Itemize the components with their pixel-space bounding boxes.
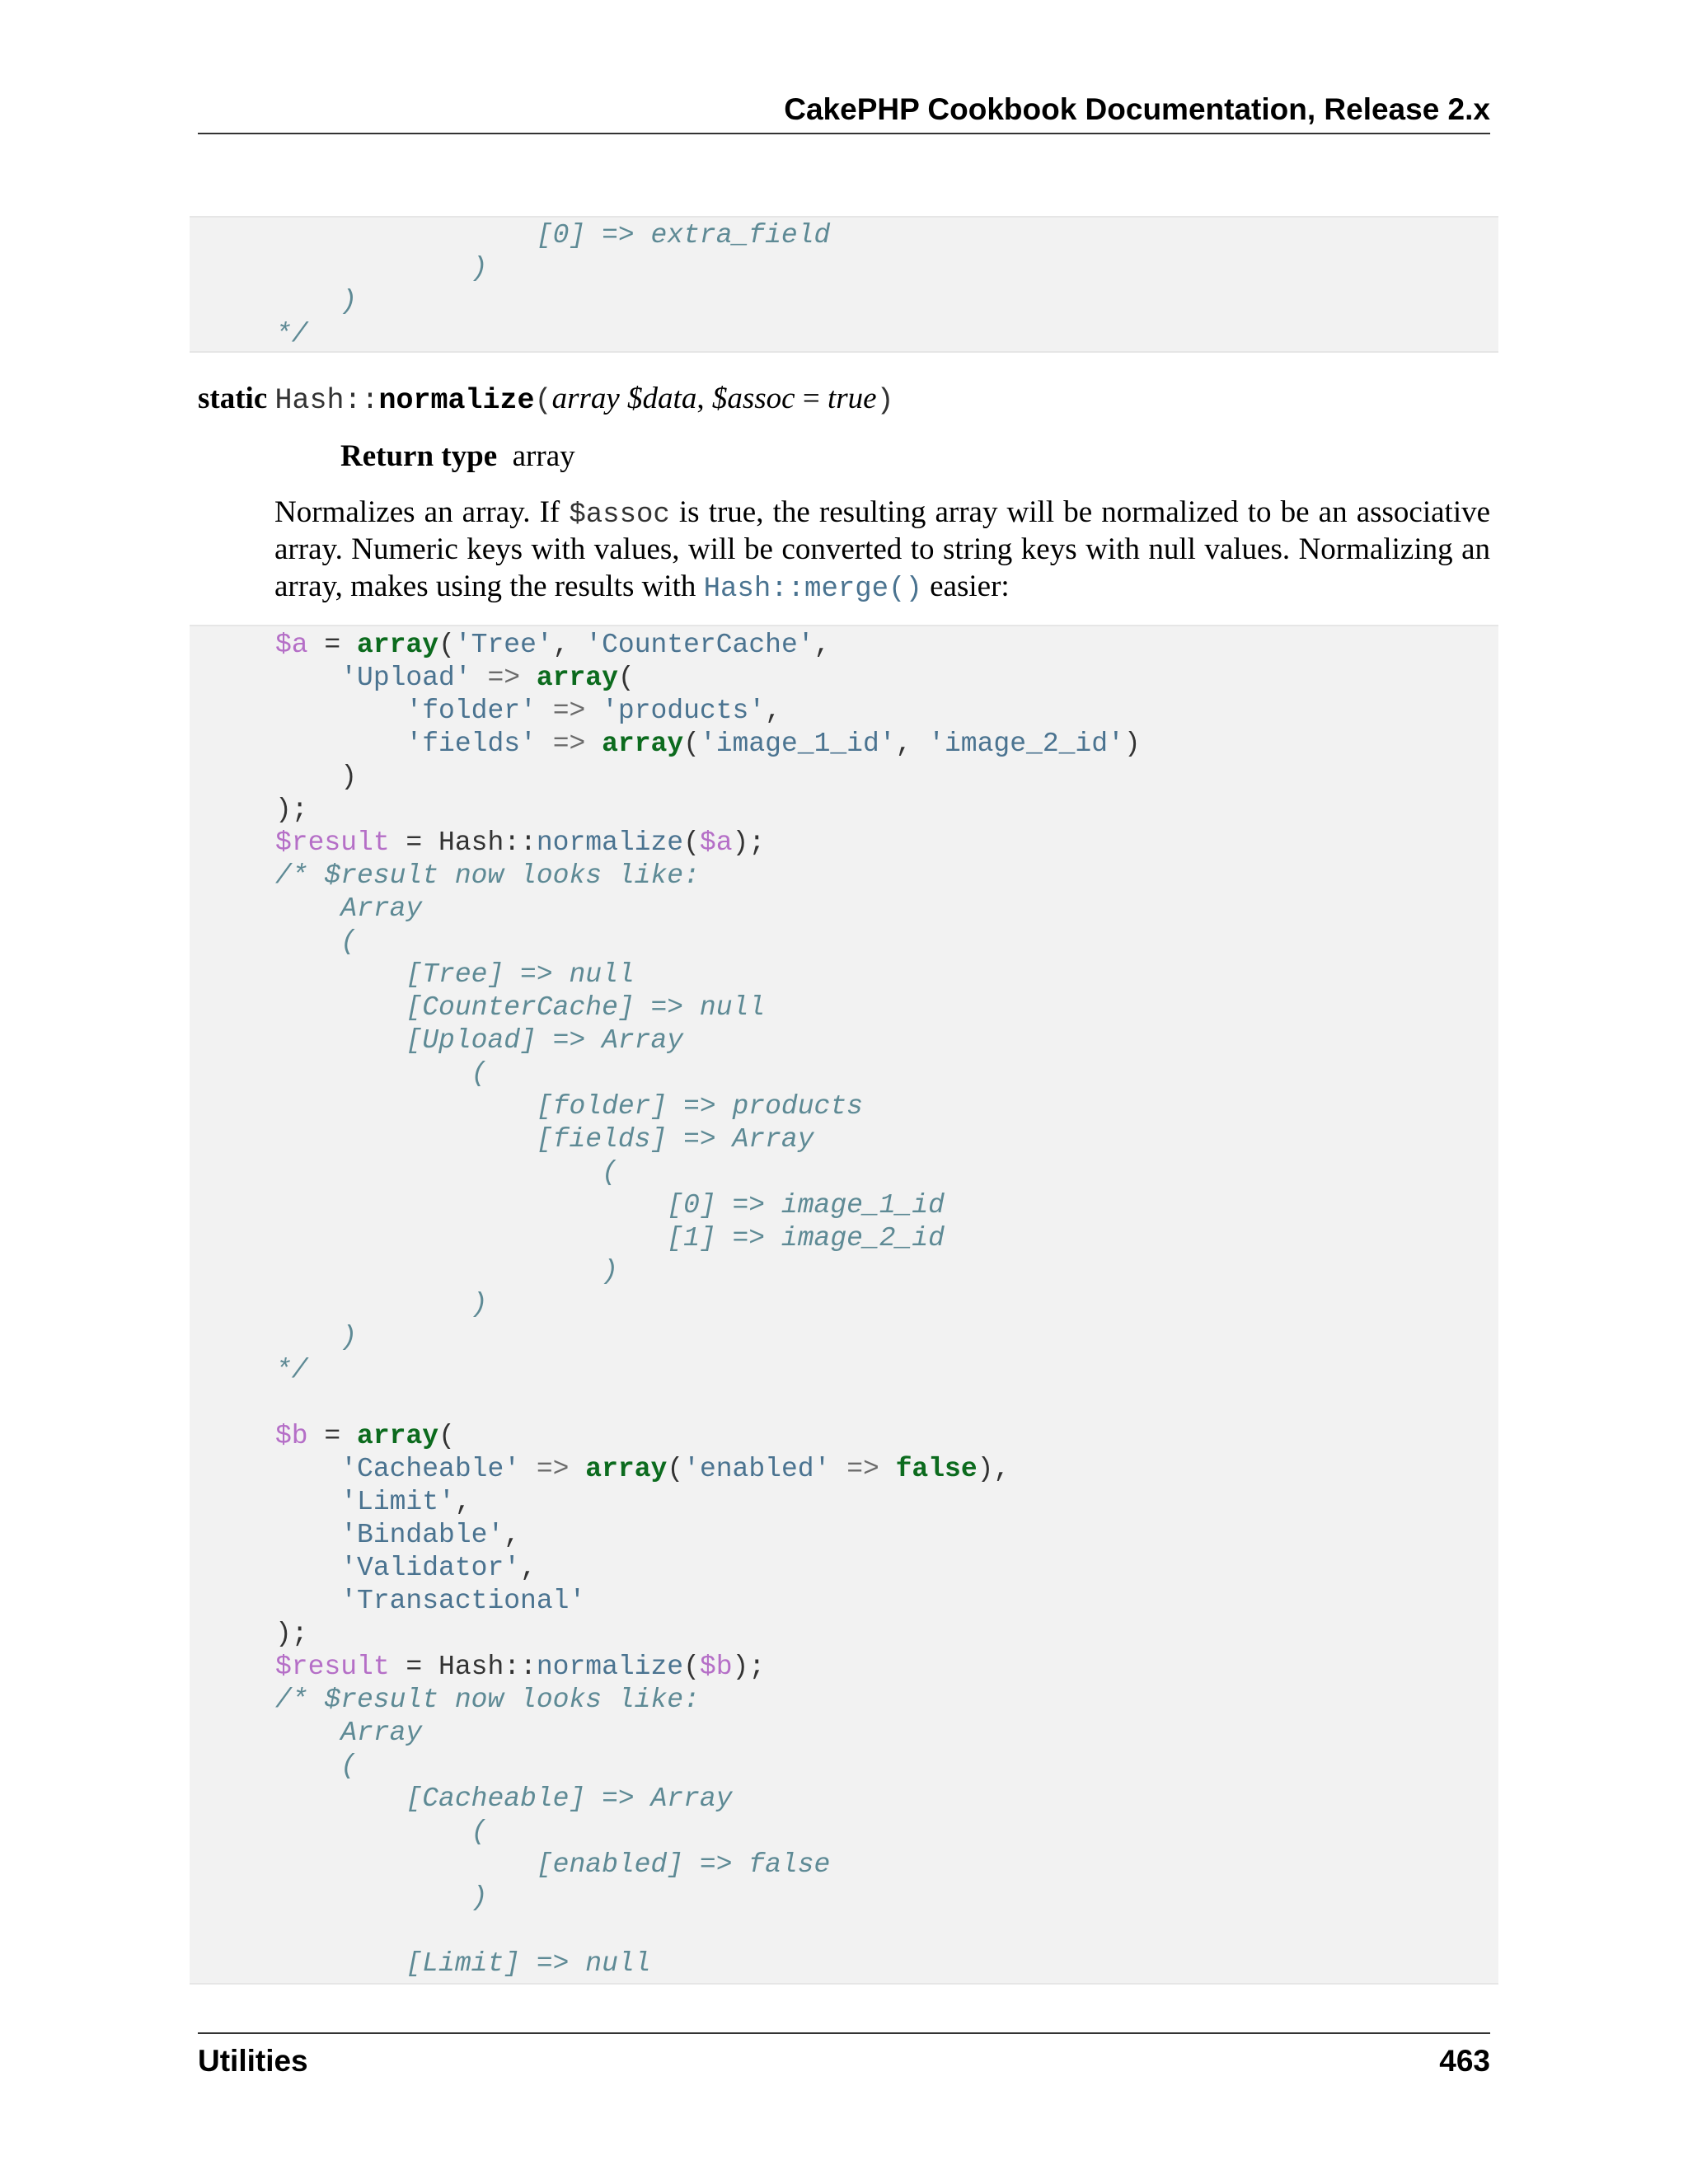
code-line: 'Cacheable' => array('enabled' => false), bbox=[340, 1454, 1010, 1484]
code-line: $a = array('Tree', 'CounterCache', bbox=[275, 630, 831, 660]
code-line: [folder] => products bbox=[536, 1091, 863, 1122]
open-paren: ( bbox=[534, 384, 552, 417]
code-line: ) bbox=[602, 1256, 618, 1286]
return-type-field bbox=[340, 438, 575, 474]
code-line: 'Upload' => array( bbox=[340, 663, 635, 693]
code-line: */ bbox=[275, 1355, 308, 1385]
param-equals: = bbox=[795, 382, 828, 415]
static-keyword: static bbox=[198, 382, 268, 415]
code-line: ) bbox=[340, 1322, 358, 1352]
code-line: [1] => image_2_id bbox=[667, 1223, 945, 1254]
code-line: ( bbox=[340, 926, 358, 957]
code-line: $result = Hash::normalize($a); bbox=[275, 827, 766, 858]
hash-merge-link[interactable]: Hash::merge() bbox=[703, 574, 922, 605]
footer-section: Utilities bbox=[198, 2044, 308, 2078]
code-line: ) bbox=[471, 1882, 488, 1913]
class-name: Hash:: bbox=[274, 384, 379, 417]
page-header-title: CakePHP Cookbook Documentation, Release 2.x bbox=[784, 92, 1490, 126]
code-line: ( bbox=[471, 1058, 488, 1089]
code-line: 'Validator', bbox=[340, 1553, 537, 1583]
code-line: [0] => extra_field bbox=[536, 220, 831, 251]
code-line: [Cacheable] => Array bbox=[406, 1783, 733, 1814]
code-line: [enabled] => false bbox=[536, 1849, 831, 1880]
code-line: /* $result now looks like: bbox=[275, 860, 700, 891]
code-line: ( bbox=[602, 1157, 618, 1188]
code-line: */ bbox=[275, 319, 308, 349]
description-line-2: array. Numeric keys with values, will be converted to string keys with null values. Normalizing an bbox=[274, 532, 1490, 566]
code-line: 'Limit', bbox=[340, 1487, 471, 1517]
code-line: $b = array( bbox=[275, 1421, 455, 1451]
code-line: [fields] => Array bbox=[536, 1124, 814, 1155]
code-line: 'Transactional' bbox=[340, 1586, 586, 1616]
code-line: $result = Hash::normalize($b); bbox=[275, 1652, 766, 1682]
param-default: true bbox=[827, 382, 877, 415]
code-line: Array bbox=[340, 893, 423, 924]
code-line: 'Bindable', bbox=[340, 1520, 521, 1550]
param-separator: , bbox=[696, 382, 712, 415]
code-line: ) bbox=[275, 762, 358, 792]
param-data: array $data bbox=[551, 382, 697, 415]
code-line: ) bbox=[471, 1289, 488, 1319]
code-line: 'folder' => 'products', bbox=[406, 696, 781, 726]
description-line-1: Normalizes an array. If $assoc is true, the resulting array will be normalized to be an associative bbox=[274, 495, 1491, 531]
footer-rule bbox=[198, 2032, 1490, 2034]
code-line: [0] => image_1_id bbox=[667, 1190, 945, 1221]
method-signature bbox=[198, 381, 894, 417]
code-line: ); bbox=[275, 1619, 308, 1649]
code-line: [Tree] => null bbox=[406, 959, 635, 990]
header-rule bbox=[198, 133, 1490, 134]
code-block-continued bbox=[190, 216, 1498, 353]
method-name: normalize bbox=[378, 384, 535, 417]
return-type-value: array bbox=[512, 439, 575, 473]
return-type-label: Return type bbox=[340, 439, 498, 473]
code-line: ) bbox=[340, 286, 358, 316]
code-line: ( bbox=[471, 1816, 488, 1847]
code-line: ); bbox=[275, 794, 308, 825]
inline-code-assoc: $assoc bbox=[569, 499, 670, 531]
code-line: [Limit] => null bbox=[406, 1948, 651, 1979]
code-line: [CounterCache] => null bbox=[406, 992, 766, 1023]
code-line: ( bbox=[340, 1750, 358, 1781]
code-line: Array bbox=[340, 1718, 423, 1748]
description-line-3: array, makes using the results with Hash::merge() easier: bbox=[274, 569, 1010, 605]
footer-page-number: 463 bbox=[1439, 2044, 1490, 2078]
code-line: ) bbox=[471, 253, 488, 284]
param-assoc: $assoc bbox=[711, 382, 795, 415]
code-line: [Upload] => Array bbox=[406, 1025, 684, 1056]
code-line: /* $result now looks like: bbox=[275, 1685, 700, 1715]
close-paren: ) bbox=[876, 384, 894, 417]
code-line: 'fields' => array('image_1_id', 'image_2_id') bbox=[406, 729, 1141, 759]
code-block-example bbox=[190, 625, 1498, 1985]
